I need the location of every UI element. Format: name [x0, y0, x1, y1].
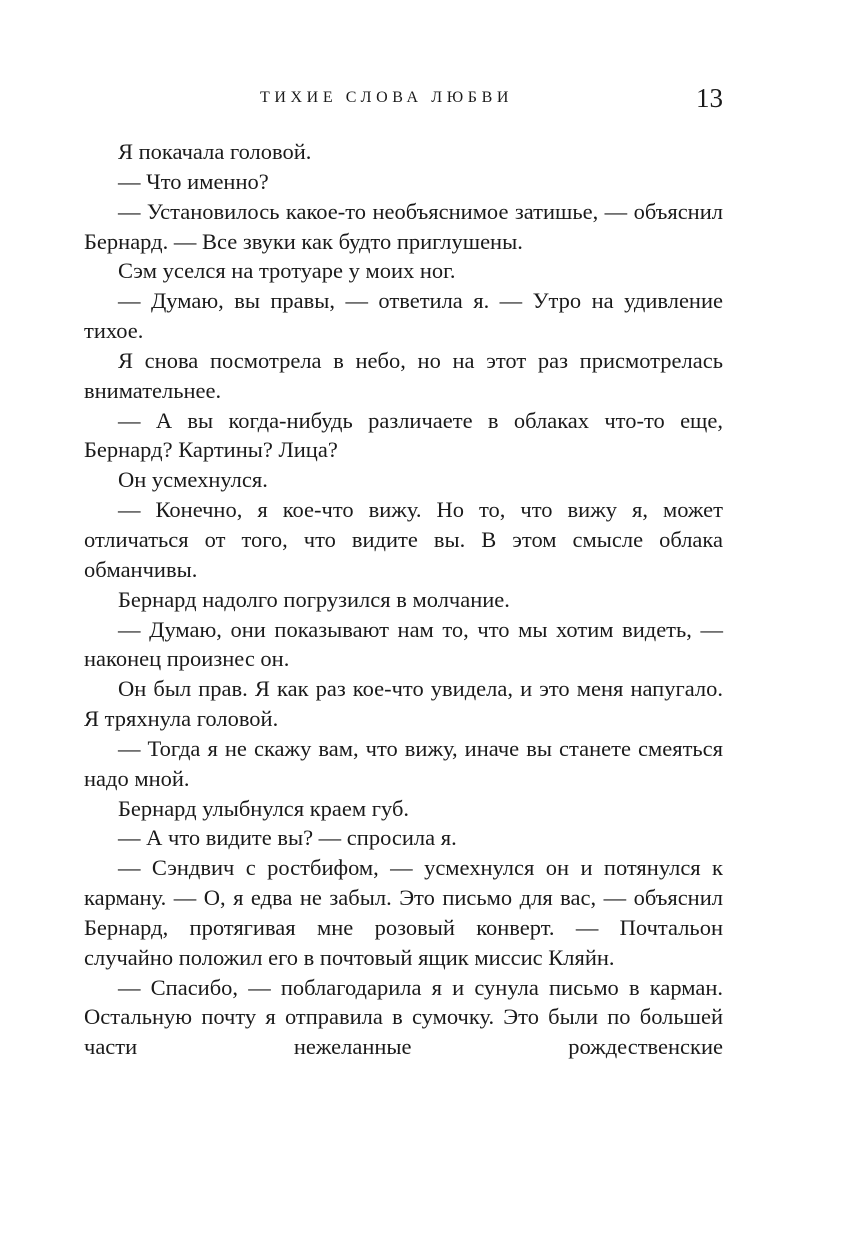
paragraph: Я покачала головой. [118, 139, 312, 164]
paragraph: — А вы когда-нибудь различаете в облаках что-то еще, Бернард? Картины? Лица? [84, 407, 723, 463]
paragraph: Он был прав. Я как раз кое-что увидела, и это меня напугало. Я тряхнула головой. [84, 676, 723, 732]
page-number: 13 [696, 83, 723, 113]
paragraph-continued: — Спасибо, — поблагодарила я и сунула письмо в карман. Остальную почту я отправила в сумочку. Это были по большей части нежеланные рождественские [84, 974, 723, 1060]
paragraph: — Установилось какое-то необъяснимое затишье, — объяснил Бернард. — Все звуки как будто приглушены. [84, 198, 723, 254]
paragraph: — А что видите вы? — спросила я. [118, 825, 457, 851]
paragraph: — Конечно, я кое-что вижу. Но то, что вижу я, может отличаться от того, что видите вы. В этом смысле облака обманчивы. [84, 497, 723, 582]
paragraph: Я снова посмотрела в небо, но на этот раз присмотрелась внимательнее. [84, 347, 723, 403]
paragraph: — Думаю, они показывают нам то, что мы хотим видеть, — наконец произнес он. [84, 616, 723, 672]
paragraph: — Думаю, вы правы, — ответила я. — Утро на удивление тихое. [84, 288, 723, 344]
running-title: ТИХИЕ СЛОВА ЛЮБВИ [260, 89, 514, 106]
running-head [84, 85, 723, 115]
paragraph: Бернард надолго погрузился в молчание. [118, 586, 510, 612]
paragraph: — Тогда я не скажу вам, что вижу, иначе вы станете смеяться надо мной. [84, 735, 723, 791]
paragraph: Он усмехнулся. [118, 467, 268, 493]
paragraph: — Сэндвич с ростбифом, — усмехнулся он и потянулся к карману. — О, я едва не забыл. Это письмо для вас, — объяснил Бернард, протягивая мне розовый конверт. — Почтальон случайно положил его в почтовый ящик миссис Кляйн. [84, 855, 723, 970]
paragraph: — Что именно? [118, 168, 269, 194]
paragraph: Бернард улыбнулся краем губ. [118, 795, 410, 821]
paragraph: Сэм уселся на тротуаре у моих ног. [118, 258, 456, 284]
body-text [84, 137, 723, 1062]
